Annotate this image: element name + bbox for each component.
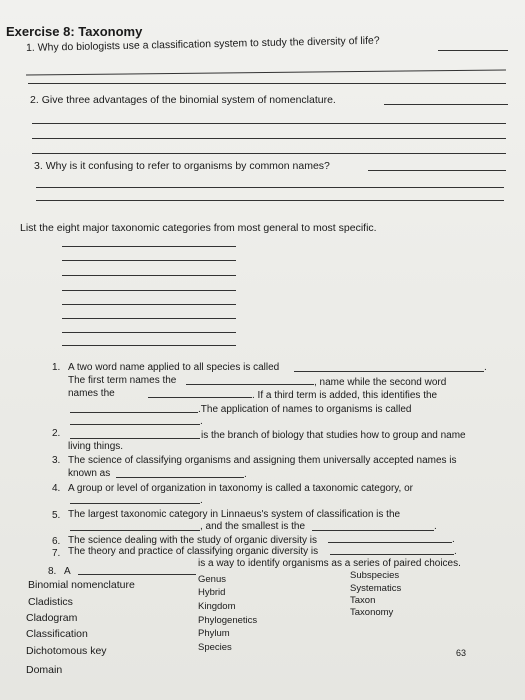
blank-line[interactable] xyxy=(70,412,198,413)
fill-q1-text-f: .The application of names to organisms is called xyxy=(198,404,412,415)
blank-line[interactable] xyxy=(148,397,252,398)
fill-q1-text-b: The first term names the xyxy=(68,375,177,386)
word-bank-item: Classification xyxy=(26,628,88,640)
question-1-number: 1. xyxy=(25,41,35,54)
blank-line[interactable] xyxy=(70,438,200,439)
fill-q3-text-b: known as xyxy=(68,468,111,479)
word-bank-item: Domain xyxy=(26,664,63,676)
list-prompt: List the eight major taxonomic categories from most general to most specific. xyxy=(20,222,377,234)
question-1-text: Why do biologists use a classification system to study the diversity of life? xyxy=(37,34,380,54)
category-line-4[interactable] xyxy=(62,290,236,291)
question-2-text: Give three advantages of the binomial system of nomenclature. xyxy=(41,94,336,106)
page-number: 63 xyxy=(456,648,467,658)
blank-line[interactable] xyxy=(330,554,454,555)
fill-q6-text-a: The science dealing with the study of organic diversity is xyxy=(68,535,318,546)
word-bank-item: Taxonomy xyxy=(350,607,394,618)
word-bank-item: Taxon xyxy=(350,595,376,606)
fill-q3-text-a: The science of classifying organisms and assigning them universally accepted names is xyxy=(68,455,457,466)
question-3 xyxy=(34,160,330,172)
word-bank-item: Binomial nomenclature xyxy=(28,579,135,591)
word-bank-item: Phylogenetics xyxy=(198,615,258,626)
blank-line[interactable] xyxy=(186,384,314,385)
fill-q1-text-c: , name while the second word xyxy=(314,377,447,388)
fill-q1-text-a: A two word name applied to all species is called xyxy=(68,362,280,373)
category-line-5[interactable] xyxy=(62,304,236,305)
blank-line[interactable] xyxy=(70,503,200,504)
fill-q2-text-b: living things. xyxy=(68,441,124,452)
category-line-6[interactable] xyxy=(62,318,236,319)
fill-q5-number: 5. xyxy=(52,510,61,521)
blank-line[interactable] xyxy=(328,542,452,543)
question-3-number: 3. xyxy=(34,160,43,172)
fill-q7-text-a: The theory and practice of classifying organic diversity is xyxy=(68,546,319,557)
exercise-title: Exercise 8: Taxonomy xyxy=(6,24,143,39)
category-line-2[interactable] xyxy=(62,260,236,261)
fill-q3-number: 3. xyxy=(52,455,61,466)
question-2-number: 2. xyxy=(30,94,39,106)
fill-q6-number: 6. xyxy=(52,536,61,547)
fill-q7-period: . xyxy=(454,546,457,557)
word-bank-item: Subspecies xyxy=(350,570,400,581)
word-bank-item: Phylum xyxy=(198,628,230,639)
word-bank-item: Systematics xyxy=(350,583,402,594)
fill-q1-number: 1. xyxy=(52,362,61,373)
fill-q1-text-e: . If a third term is added, this identifies the xyxy=(252,390,438,401)
category-line-7[interactable] xyxy=(62,332,236,333)
fill-q5-period: . xyxy=(434,521,437,532)
answer-line[interactable] xyxy=(438,50,508,51)
blank-line[interactable] xyxy=(78,574,196,575)
fill-q3-period: . xyxy=(244,469,247,480)
fill-q6-period: . xyxy=(452,534,455,545)
fill-q4-period: . xyxy=(200,495,203,506)
question-3-text: Why is it confusing to refer to organisms by common names? xyxy=(45,160,330,172)
answer-line[interactable] xyxy=(26,69,506,75)
blank-line[interactable] xyxy=(116,477,244,478)
fill-q1-period: . xyxy=(484,362,487,373)
fill-q1-end-period: . xyxy=(200,416,203,427)
fill-q4-text-a: A group or level of organization in taxonomy is called a taxonomic category, or xyxy=(68,483,413,494)
fill-q7-number: 7. xyxy=(52,548,61,559)
word-bank-item: Genus xyxy=(198,574,226,585)
answer-line[interactable] xyxy=(32,138,506,139)
answer-line[interactable] xyxy=(384,104,508,105)
word-bank-item: Dichotomous key xyxy=(26,645,107,657)
fill-q4-number: 4. xyxy=(52,483,61,494)
fill-q8-text-b: is a way to identify organisms as a series of paired choices. xyxy=(198,558,461,569)
word-bank-item: Hybrid xyxy=(198,587,226,598)
category-line-3[interactable] xyxy=(62,275,236,276)
fill-q8-number: 8. xyxy=(48,566,57,577)
fill-q5-text-a: The largest taxonomic category in Linnaeus's system of classification is the xyxy=(68,509,401,520)
answer-line[interactable] xyxy=(32,123,506,124)
word-bank-item: Species xyxy=(198,642,232,653)
word-bank-item: Cladogram xyxy=(26,612,78,624)
blank-line[interactable] xyxy=(70,424,200,425)
blank-line[interactable] xyxy=(294,371,484,372)
category-line-8[interactable] xyxy=(62,345,236,346)
fill-q8-text-a: A xyxy=(64,566,71,577)
blank-line[interactable] xyxy=(312,530,434,531)
fill-q2-number: 2. xyxy=(52,428,61,439)
fill-q2-text-a: is the branch of biology that studies how to group and name xyxy=(201,430,466,441)
answer-line[interactable] xyxy=(36,200,504,201)
answer-line[interactable] xyxy=(368,170,506,171)
answer-line[interactable] xyxy=(28,83,506,84)
question-2 xyxy=(30,94,336,106)
word-bank-item: Cladistics xyxy=(28,596,73,608)
fill-q1-text-d: names the xyxy=(68,388,115,399)
category-line-1[interactable] xyxy=(62,246,236,247)
blank-line[interactable] xyxy=(70,530,200,531)
word-bank-item: Kingdom xyxy=(198,601,236,612)
answer-line[interactable] xyxy=(36,187,504,188)
answer-line[interactable] xyxy=(32,153,506,154)
fill-q5-text-b: , and the smallest is the xyxy=(200,521,306,532)
